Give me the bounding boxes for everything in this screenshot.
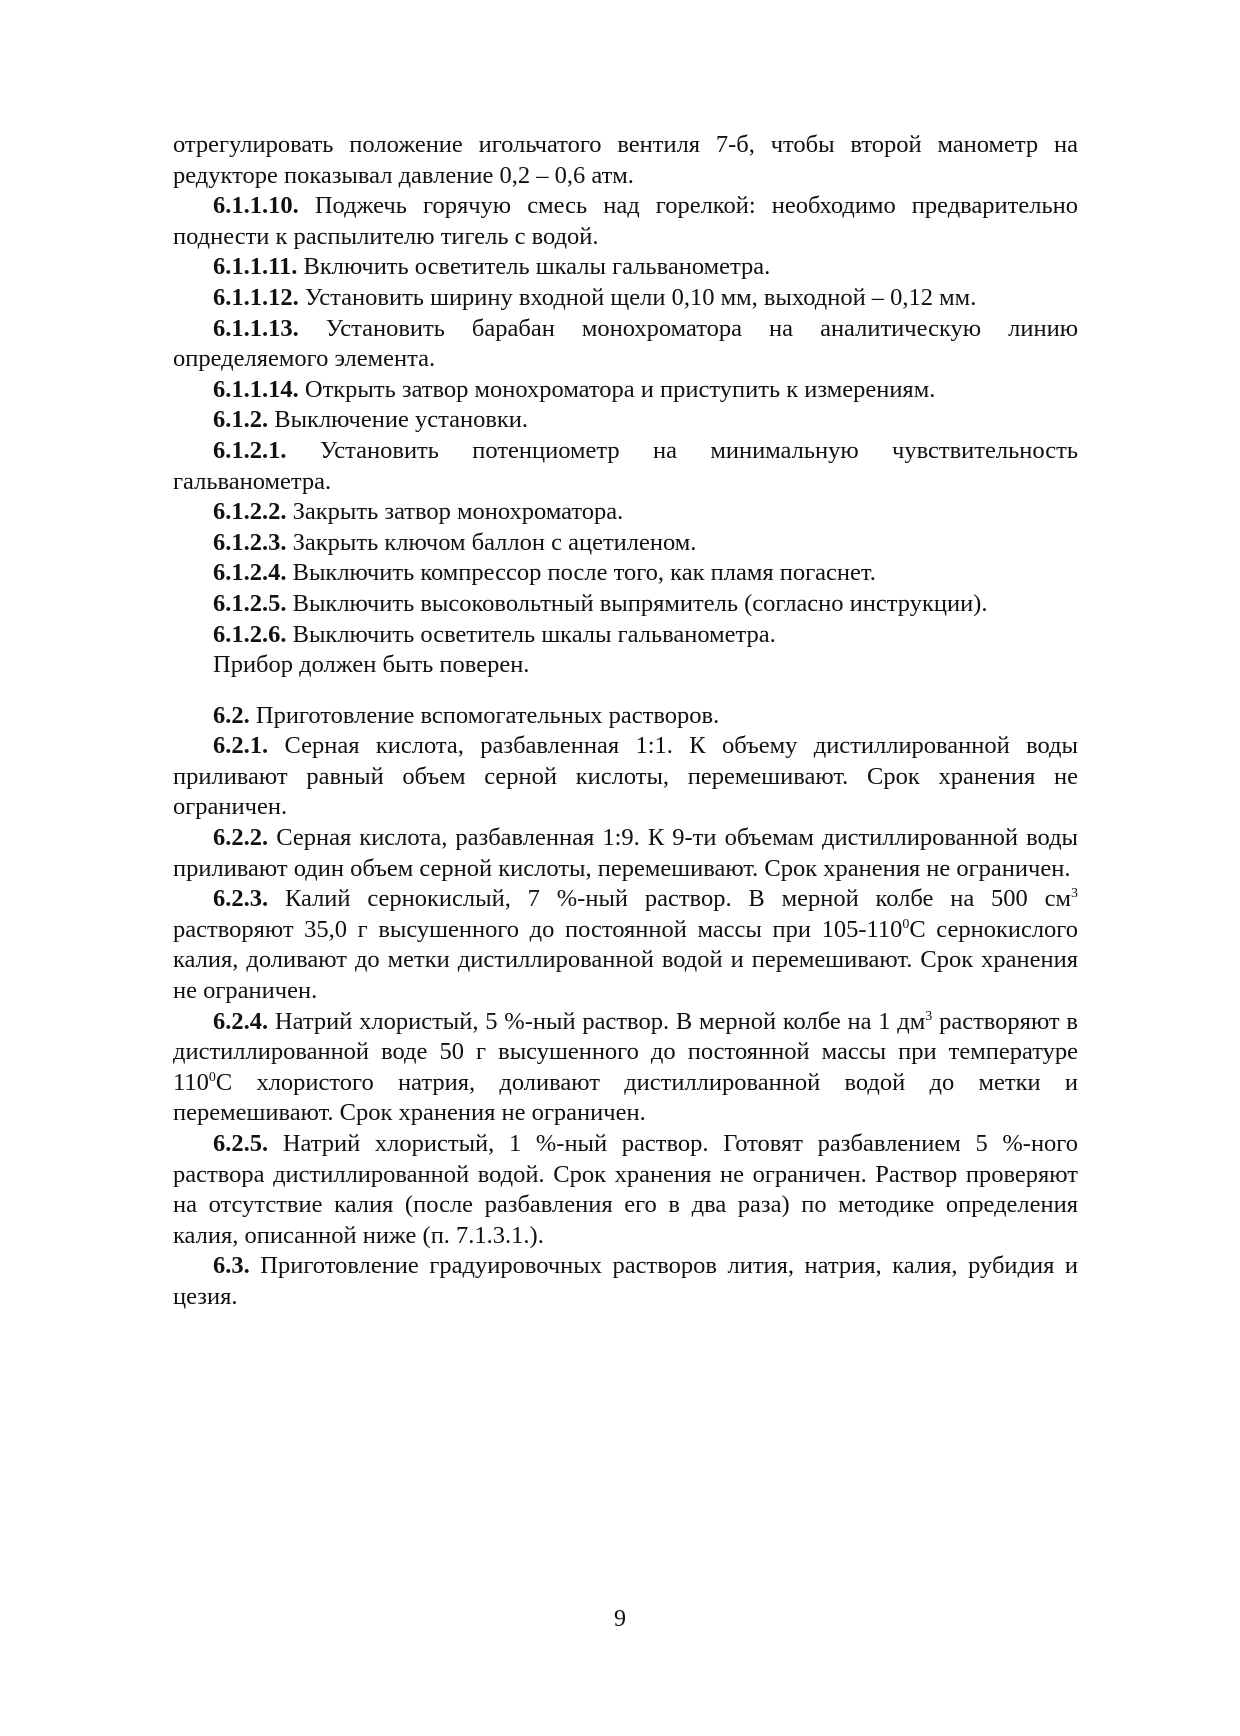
paragraph-6-1-2-3: [173, 528, 1078, 559]
paragraph-text: Серная кислота, разбавленная 1:1. К объему дистиллированной воды приливают равный объем серной кислоты, перемешивают. Срок хранения не ограничен.: [173, 732, 1078, 821]
paragraph-text: С сернокислого калия, доливают до метки дистиллированной водой и перемешивают. Срок хранения не ограничен.: [173, 915, 1078, 1005]
paragraph-6-1-2-2: [173, 497, 1078, 528]
paragraph-number: 6.1.2.6.: [213, 620, 287, 648]
paragraph-6-1-1-12: [173, 283, 1078, 314]
paragraph-6-2-1: [173, 731, 1078, 823]
paragraph-6-2-3: [173, 884, 1078, 1006]
section-number: 6.2.: [213, 701, 250, 729]
section-title: Приготовление градуировочных растворов лития, натрия, калия, рубидия и цезия.: [173, 1252, 1079, 1310]
paragraph-text: Калий сернокислый, 7 %-ный раствор. В мерной колбе на 500 см: [284, 885, 1071, 913]
paragraph-number: 6.1.2.1.: [213, 436, 287, 464]
paragraph-number: 6.2.4.: [213, 1007, 269, 1035]
paragraph-text: Закрыть затвор монохроматора.: [292, 498, 624, 526]
paragraph-6-1-2-5: [173, 589, 1078, 620]
paragraph-number: 6.1.2.3.: [213, 528, 287, 556]
paragraph-text: Поджечь горячую смесь над горелкой: необходимо предварительно поднести к распылителю тигель с водой.: [173, 192, 1078, 250]
section-title: Приготовление вспомогательных растворов.: [255, 701, 720, 729]
paragraph-text: Выключить компрессор после того, как пламя погаснет.: [292, 559, 876, 587]
paragraph-6-1-2-6: [173, 620, 1078, 651]
paragraph-number: 6.2.2.: [213, 824, 269, 852]
paragraph-number: 6.2.3.: [213, 885, 269, 913]
paragraph-text: растворяют 35,0 г высушенного до постоянной массы при 105-110: [173, 915, 903, 943]
superscript: 0: [208, 1069, 216, 1085]
paragraph-text: Включить осветитель шкалы гальванометра.: [303, 253, 771, 281]
paragraph-number: 6.1.1.10.: [213, 192, 299, 220]
paragraph-text: Выключить осветитель шкалы гальванометра.: [292, 620, 776, 648]
paragraph-text: растворяют в дистиллированной воде 50 г высушенного до постоянной массы при температуре 110: [173, 1007, 1078, 1096]
continued-paragraph: отрегулировать положение игольчатого вентиля 7-б, чтобы второй манометр на редукторе показывал давление 0,2 – 0,6 атм.: [173, 131, 1078, 189]
document-page: [173, 130, 1078, 1313]
paragraph-number: 6.1.1.14.: [213, 375, 299, 403]
paragraph-text: Установить потенциометр на минимальную чувствительность гальванометра.: [173, 436, 1078, 495]
paragraph-number: 6.1.1.13.: [213, 314, 299, 342]
paragraph-text: Серная кислота, разбавленная 1:9. К 9-ти объемам дистиллированной воды приливают один объем серной кислоты, перемешивают. Срок хранения не ограничен.: [173, 824, 1078, 882]
superscript: 3: [1071, 886, 1078, 902]
verification-note: Прибор должен быть поверен.: [213, 651, 530, 679]
paragraph-number: 6.1.2.5.: [213, 589, 287, 617]
paragraph-text: Установить ширину входной щели 0,10 мм, выходной – 0,12 мм.: [304, 283, 977, 311]
paragraph-number: 6.1.1.12.: [213, 283, 299, 311]
paragraph-6-1-1-10: [173, 191, 1078, 252]
paragraph-number: 6.1.2.2.: [213, 498, 287, 526]
paragraph-number: 6.2.5.: [213, 1130, 269, 1157]
superscript: 0: [902, 916, 910, 932]
paragraph-number: 6.2.1.: [213, 732, 269, 760]
paragraph-text: Выключение установки.: [274, 406, 529, 434]
paragraph-6-1-1-13: [173, 314, 1078, 375]
paragraph-number: 6.1.2.4.: [213, 559, 287, 587]
paragraph-6-1-2-1: [173, 436, 1078, 497]
paragraph-text: Открыть затвор монохроматора и приступить к измерениям.: [304, 375, 936, 403]
paragraph-6-2-5: [173, 1129, 1078, 1251]
paragraph-text: С хлористого натрия, доливают дистиллированной водой до метки и перемешивают. Срок хранения не ограничен.: [173, 1068, 1078, 1127]
paragraph-number: 6.1.2.: [213, 406, 269, 434]
paragraph-number: 6.1.1.11.: [213, 253, 298, 281]
section-6-3-heading: [173, 1251, 1078, 1312]
paragraph-text: Натрий хлористый, 5 %-ный раствор. В мерной колбе на 1 дм: [274, 1007, 926, 1035]
paragraph-6-2-4: [173, 1007, 1078, 1129]
paragraph-text: Установить барабан монохроматора на аналитическую линию определяемого элемента.: [173, 314, 1078, 373]
section-6-2-heading: [173, 701, 1078, 732]
paragraph-text: Натрий хлористый, 1 %-ный раствор. Готовят разбавлением 5 %-ного раствора дистиллированной водой. Срок хранения не ограничен. Раствор проверяют на отсутствие калия (после разбавления его в два раза) по методике определения калия, описанной ниже (п. 7.1.3.1.).: [173, 1130, 1079, 1249]
paragraph-6-1-2-4: [173, 558, 1078, 589]
paragraph-6-2-2: [173, 823, 1078, 884]
paragraph-text: Выключить высоковольтный выпрямитель (согласно инструкции).: [292, 589, 988, 617]
section-spacer: [173, 681, 1078, 701]
paragraph-text: Закрыть ключом баллон с ацетиленом.: [292, 528, 697, 556]
section-number: 6.3.: [213, 1252, 250, 1280]
paragraph-6-1-1-11: [173, 252, 1078, 283]
page-number: 9: [614, 1606, 626, 1632]
superscript: 3: [925, 1008, 933, 1024]
paragraph-6-1-2: [173, 405, 1078, 436]
paragraph-6-1-1-14: [173, 375, 1078, 406]
